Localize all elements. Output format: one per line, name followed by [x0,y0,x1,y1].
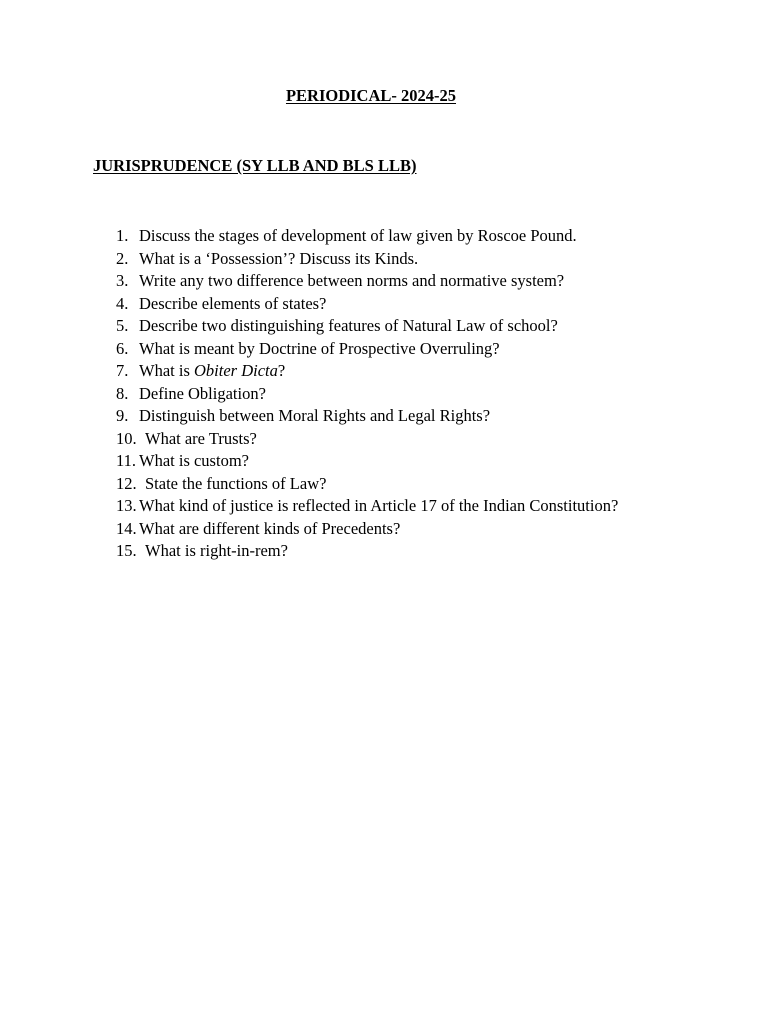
document-title: PERIODICAL- 2024-25 [285,86,457,105]
question-text: Describe elements of states? [139,293,327,313]
question-text-after: ? [277,361,286,380]
question-text: Define Obligation? [139,383,266,403]
question-number: 14. [116,518,137,538]
question-text-before: What is [139,361,194,380]
question-text: What is custom? [139,451,249,470]
question-number: 10. [116,428,137,448]
question-number: 4. [116,293,129,313]
question-number: 15. [116,541,137,560]
question-number: 2. [116,248,129,268]
question-text: What kind of justice is reflected in Article 17 of the Indian Constitution? [139,496,619,515]
question-text: Distinguish between Moral Rights and Legal Rights? [139,406,491,425]
question-number: 13. [116,496,137,515]
question-number: 12. [116,473,137,493]
question-number: 9. [116,406,129,425]
question-text: What are Trusts? [145,428,257,448]
question-text-italic: Obiter Dicta [194,361,278,380]
question-text: What is a ‘Possession’? Discuss its Kinds. [139,248,419,268]
question-text [139,360,285,383]
question-text: Describe two distinguishing features of Natural Law of school? [139,316,558,335]
question-text: Discuss the stages of development of law given by Roscoe Pound. [139,226,577,245]
question-number: 7. [116,361,129,380]
question-number: 11. [116,451,137,470]
question-number: 8. [116,383,129,403]
subject-heading: JURISPRUDENCE (SY LLB AND BLS LLB) [93,156,417,175]
question-number: 1. [116,226,129,245]
question-number: 5. [116,316,129,335]
question-text: State the functions of Law? [145,473,327,493]
question-text: Write any two difference between norms and normative system? [139,271,565,290]
question-number: 3. [116,271,129,290]
question-text: What are different kinds of Precedents? [139,518,401,538]
question-text: What is right-in-rem? [145,541,288,560]
question-text: What is meant by Doctrine of Prospective Overruling? [139,338,500,358]
question-number: 6. [116,338,129,358]
